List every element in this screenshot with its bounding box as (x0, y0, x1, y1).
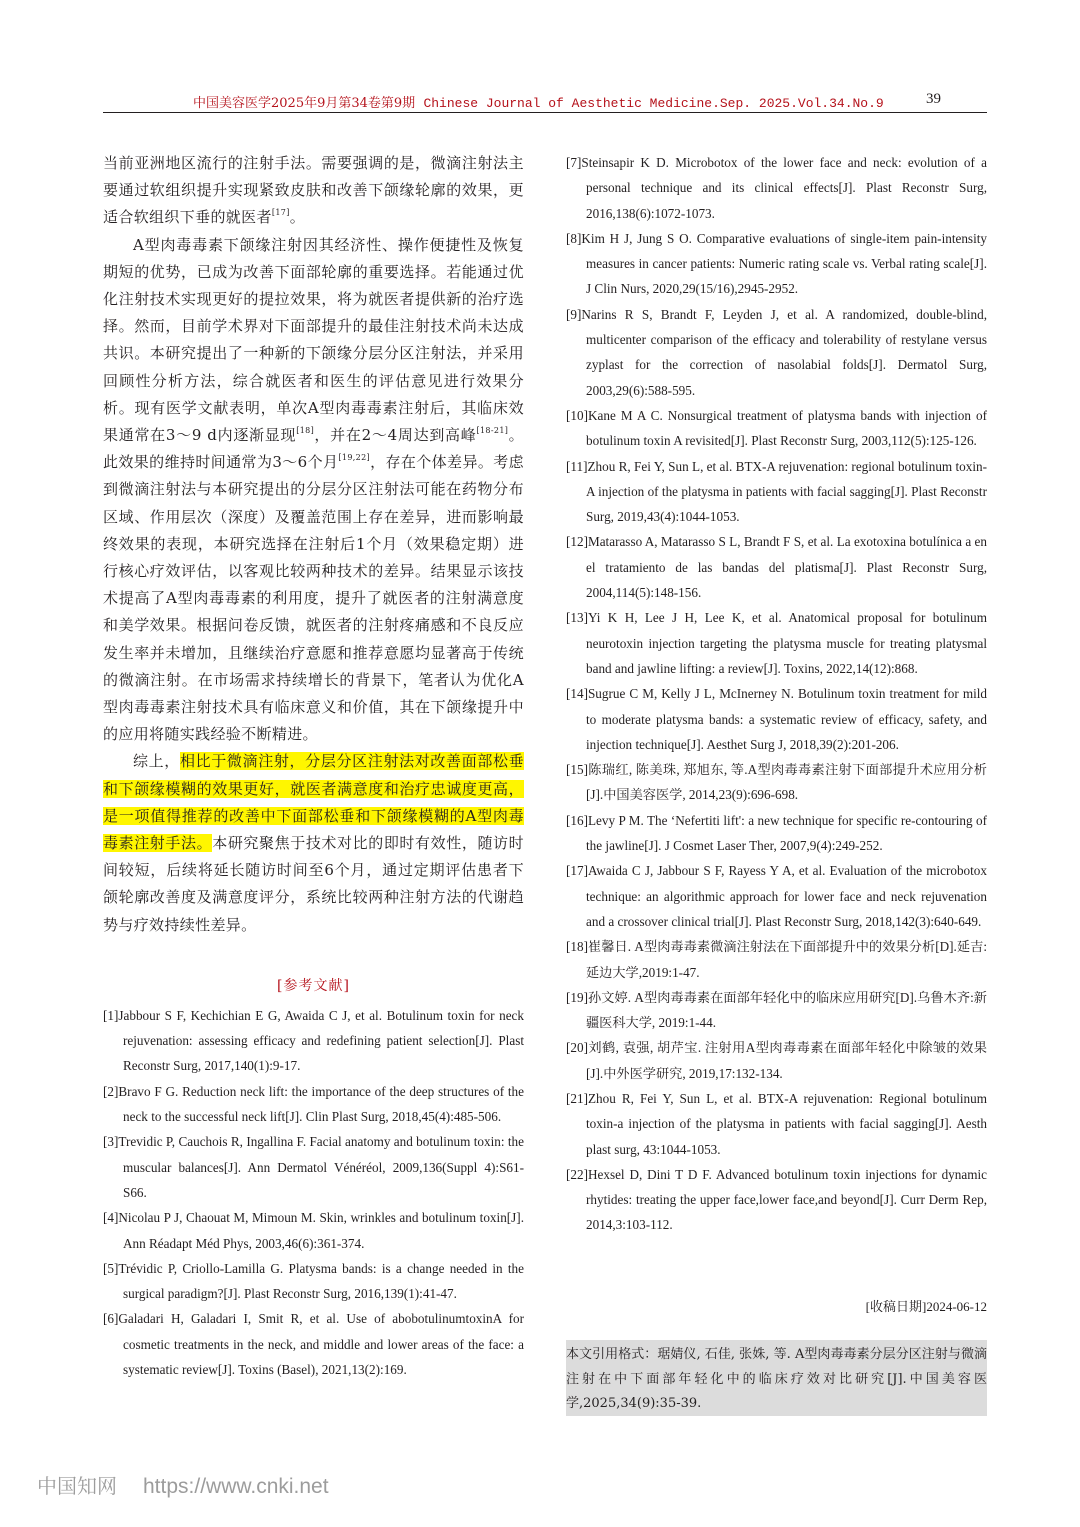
p2-text-c: 。此效果的维持时间通常为3～6个月 (103, 426, 524, 472)
p1-text: 当前亚洲地区流行的注射手法。需要强调的是，微滴注射法主要通过软组织提升实现紧致皮肤和改善下颌缘轮廓的效果，更适合软组织下垂的就医者 (103, 154, 524, 227)
reference-item: [2]Bravo F G. Reduction neck lift: the importance of the deep structures of the neck to the successful neck lift[J]. Clin Plast Surg, 2018,45(4):485-506. (103, 1083, 524, 1125)
journal-citation-line (193, 92, 884, 111)
reference-item: [22]Hexsel D, Dini T D F. Advanced botulinum toxin injections for dynamic rhytides: treating the upper face,lower face,and beyond[J]. Curr Derm Rep, 2014,3:103-112. (566, 1166, 987, 1233)
reference-item: [9]Narins R S, Brandt F, Leyden J, et al. A randomized, double-blind, multicenter comparison of the efficacy and tolerability of restylane versus zyplast for the correction of nasolabial folds[J]. Dermatol Surg, 2003,29(6):588-595. (566, 306, 987, 398)
p2-text-b: ，并在2～4周达到高峰 (314, 426, 477, 445)
references-list-left (103, 1003, 524, 1382)
references-title: [参考文献] (277, 977, 350, 994)
reference-item: [13]Yi K H, Lee J H, Lee K, et al. Anatomical proposal for botulinum neurotoxin injection targeting the platysma muscle for treating platysmal band and jawline lifting: a review[J]. Toxins, 2022,14(12):868. (566, 610, 987, 676)
right-column (566, 150, 987, 1411)
p3-text-a: 综上， (133, 752, 180, 771)
cnki-url[interactable]: https://www.cnki.net (143, 1475, 329, 1498)
reference-item: [20]刘鹤, 袁强, 胡芹宝. 注射用A型肉毒毒素在面部年轻化中除皱的效果[J].中外医学研究, 2019,17:132-134. (566, 1040, 987, 1081)
reference-item: [14]Sugrue C M, Kelly J L, McInerney N. Botulinum toxin treatment for mild to moderate platysma bands: a systematic review of efficacy, safety, and injection technique[J]. Aesthet Surg J, 2018,39(2):201-206. (566, 686, 987, 752)
reference-item: [21]Zhou R, Fei Y, Sun L, et al. BTX-A rejuvenation: Regional botulinum toxin-a injection of the platysma in patients with facial sagging[J]. Aesth plast surg, 43:1044-1053. (566, 1090, 987, 1157)
reference-item: [8]Kim H J, Jung S O. Comparative evaluations of single-item pain-intensity measures in cancer patients: Numeric rating scale vs. Verbal rating scale[J]. J Clin Nurs, 2020,29(15/16),2945-2952. (566, 230, 987, 297)
reference-item: [16]Levy P M. The ‘Nefertiti lift': a new technique for specific re-contouring of the jawline[J]. J Cosmet Laser Ther, 2007,9(4):249-252. (566, 812, 987, 854)
cnki-logo-text: 中国知网 (37, 1474, 117, 1498)
left-column (103, 150, 524, 1382)
body-paragraph-2 (103, 232, 524, 749)
reference-item: [19]孙文婷. A型肉毒毒素在面部年轻化中的临床应用研究[D].乌鲁木齐:新疆医科大学, 2019:1-44. (566, 989, 987, 1031)
citation-sup: [18] (296, 426, 315, 436)
p3-text-b: 本研究聚焦于技术对比的即时有效性，随访时间较短，后续将延长随访时间至6个月，通过定期评估患者下颌轮廓改善度及满意度评分，系统比较两种注射方法的代谢趋势与疗效持续性差异。 (103, 834, 524, 934)
reference-item: [18]崔馨日. A型肉毒毒素微滴注射法在下面部提升中的效果分析[D].延吉:延边大学,2019:1-47. (566, 939, 987, 980)
citation-sup: [19,22] (338, 453, 371, 463)
reference-item: [7]Steinsapir K D. Microbotox of the lower face and neck: evolution of a personal technique and its clinical effects[J]. Plast Reconstr Surg, 2016,138(6):1072-1073. (566, 155, 987, 221)
running-header (103, 90, 987, 113)
reference-item: [4]Nicolau P J, Chaouat M, Mimoun M. Skin, wrinkles and botulinum toxin[J]. Ann Réadapt Méd Phys, 2003,46(6):361-374. (103, 1210, 524, 1251)
received-date: [收稿日期]2024-06-12 (865, 1299, 987, 1314)
citation-sup: [17] (271, 208, 290, 218)
reference-item: [1]Jabbour S F, Kechichian E G, Awaida C J, et al. Botulinum toxin for neck rejuvenation: assessing efficacy and redefining patient selection[J]. Plast Reconstr Surg, 2017,140(1):9-17. (103, 1007, 524, 1074)
body-paragraph-1 (103, 150, 524, 232)
page-number: 39 (926, 91, 941, 107)
citation-sup: [18-21] (476, 426, 509, 436)
reference-item: [17]Awaida C J, Jabbour S F, Rayess Y A, et al. Evaluation of the microbotox technique: an algorithmic approach for lower face and neck rejuvenation and a crossover clinical trial[J]. Plast Reconstr Surg, 2018,142(3):640-649. (566, 863, 987, 929)
reference-item: [3]Trevidic P, Cauchois R, Ingallina F. Facial anatomy and botulinum toxin: the muscular balances[J]. Ann Dermatol Vénéréol, 2009,136(Suppl 4):S61-S66. (103, 1134, 524, 1200)
journal-name-en: Chinese Journal of Aesthetic Medicine.Sep. 2025.Vol.34.No.9 (423, 96, 884, 111)
reference-item: [12]Matarasso A, Matarasso S L, Brandt F S, et al. La exotoxina botulínica a en el tratamiento de las bandas del platisma[J]. Plast Reconstr Surg, 2004,114(5):148-156. (566, 534, 987, 601)
citation-format-box: 本文引用格式：琚婧仪, 石佳, 张姝, 等. A型肉毒毒素分层分区注射与微滴注射在中下面部年轻化中的临床疗效对比研究[J].中国美容医学,2025,34(9):35-39. (566, 1340, 987, 1416)
reference-item: [11]Zhou R, Fei Y, Sun L, et al. BTX-A rejuvenation: regional botulinum toxin-A injection of the platysma in patients with facial sagging[J]. Plast Reconstr Surg, 2019,43(4):1044-1053. (566, 458, 987, 525)
reference-item: [5]Trévidic P, Criollo-Lamilla G. Platysma bands: is a change needed in the surgical paradigm?[J]. Plast Reconstr Surg, 2016,139(1):41-47. (103, 1260, 524, 1302)
reference-item: [6]Galadari H, Galadari I, Smit R, et al. Use of abobotulinumtoxinA for cosmetic treatments in the neck, and middle and lower areas of the face: a systematic review[J]. Toxins (Basel), 2021,13(2):169. (103, 1311, 524, 1378)
body-paragraph-3 (103, 748, 524, 938)
p2-text-a: A型肉毒毒素下颌缘注射因其经济性、操作便捷性及恢复期短的优势，已成为改善下面部轮廓的重要选择。若能通过优化注射技术实现更好的提拉效果，将为就医者提供新的治疗选择。然而，目前学术界对下面部提升的最佳注射技术尚未达成共识。本研究提出了一种新的下颌缘分层分区注射法，并采用回顾性分析方法，综合就医者和医生的评估意见进行效果分析。现有医学文献表明，单次A型肉毒毒素注射后，其临床效果通常在3～9 d内逐渐显现 (103, 235, 524, 445)
highlighted-conclusion: 相比于微滴注射，分层分区注射法对改善面部松垂和下颌缘模糊的效果更好，就医者满意度和治疗忠诚度更高，是一项值得推荐的改善中下面部松垂和下颌缘模糊的A型肉毒毒素注射手法。 (103, 752, 525, 853)
reference-item: [10]Kane M A C. Nonsurgical treatment of platysma bands with injection of botulinum toxin A revisited[J]. Plast Reconstr Surg, 2003,112(5):125-126. (566, 407, 987, 449)
references-list-right (566, 150, 987, 1238)
cnki-watermark (37, 1470, 329, 1499)
p2-text-d: ，存在个体差异。考虑到微滴注射法与本研究提出的分层分区注射法可能在药物分布区域、作用层次（深度）及覆盖范围上存在差异，进而影响最终效果的表现，本研究选择在注射后1个月（效果稳定期）进行核心疗效评估，以客观比较两种技术的差异。结果显示该技术提高了A型肉毒毒素的利用度，提升了就医者的注射满意度和美学效果。根据问卷反馈，就医者的注射疼痛感和不良反应发生率并未增加，且继续治疗意愿和推荐意愿均显著高于传统的微滴注射。在市场需求持续增长的背景下，笔者认为优化A型肉毒毒素注射技术具有临床意义和价值，其在下颌缘提升中的应用将随实践经验不断精进。 (103, 453, 524, 744)
journal-name-cn: 中国美容医学2025年9月第34卷第9期 (193, 96, 416, 111)
p1-end: 。 (289, 208, 306, 227)
reference-item: [15]陈瑞红, 陈美珠, 郑旭东, 等.A型肉毒毒素注射下面部提升术应用分析[J].中国美容医学, 2014,23(9):696-698. (566, 762, 987, 803)
